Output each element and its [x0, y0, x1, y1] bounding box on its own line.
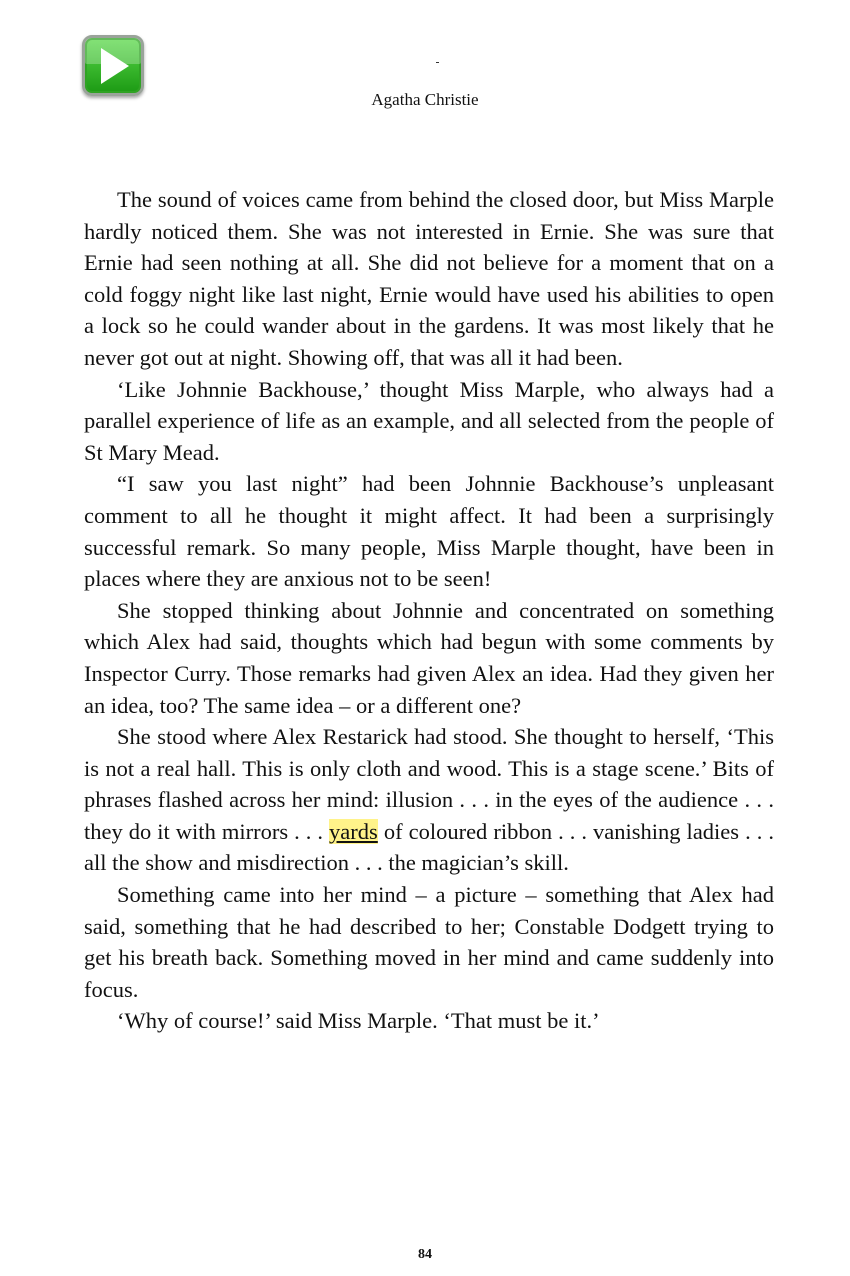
- page-number: 84: [418, 1247, 432, 1262]
- paragraph-2: ‘Like Johnnie Backhouse,’ thought Miss Marple, who always had a parallel experience of life as an example, and all selected from the people of St Mary Mead.: [84, 376, 774, 465]
- play-button[interactable]: [82, 35, 144, 96]
- paragraph-4: She stopped thinking about Johnnie and concentrated on something which Alex had said, thoughts which had begun with some comments by Inspector Curry. Those remarks had given Alex an idea. Had they given her an idea, too? The same idea – or a different one?: [84, 597, 774, 718]
- running-header: Agatha Christie: [371, 90, 479, 109]
- paragraph-1: The sound of voices came from behind the closed door, but Miss Marple hardly noticed them. She was not interested in Ernie. She was sure that Ernie had seen nothing at all. She did not believe for a moment that on a cold foggy night like last night, Ernie would have used his abilities to open a lock so he could wander about in the gardens. It was most likely that he never got out at night. Showing off, that was all it had been.: [84, 187, 774, 370]
- highlighted-word[interactable]: yards: [329, 818, 378, 844]
- header-tick-mark: [436, 62, 439, 63]
- page-body: [84, 184, 774, 1037]
- paragraph-5-text-before: She stood where Alex Restarick had stood. She thought to herself, ‘This is not a real hall. This is only cloth and wood. This is a stage scene.’ Bits of phrases flashed across her mind: illusion . . . in the eyes of the audience . . . they do it with mirrors . . .: [84, 724, 774, 844]
- paragraph-3: “I saw you last night” had been Johnnie Backhouse’s unpleasant comment to all he thought it might affect. It had been a surprisingly successful remark. So many people, Miss Marple thought, have been in places where they are anxious not to be seen!: [84, 471, 774, 592]
- paragraph-7: ‘Why of course!’ said Miss Marple. ‘That must be it.’: [117, 1008, 600, 1034]
- paragraph-6: Something came into her mind – a picture – something that Alex had said, something that he had described to her; Constable Dodgett trying to get his breath back. Something moved in her mind and came suddenly into focus.: [84, 882, 774, 1002]
- paragraph-5-text-after: of coloured ribbon . . . vanishing ladies . . . all the show and misdirection . . . the magician’s skill.: [84, 818, 774, 876]
- paragraph-5: [84, 721, 774, 879]
- play-icon: [101, 48, 129, 84]
